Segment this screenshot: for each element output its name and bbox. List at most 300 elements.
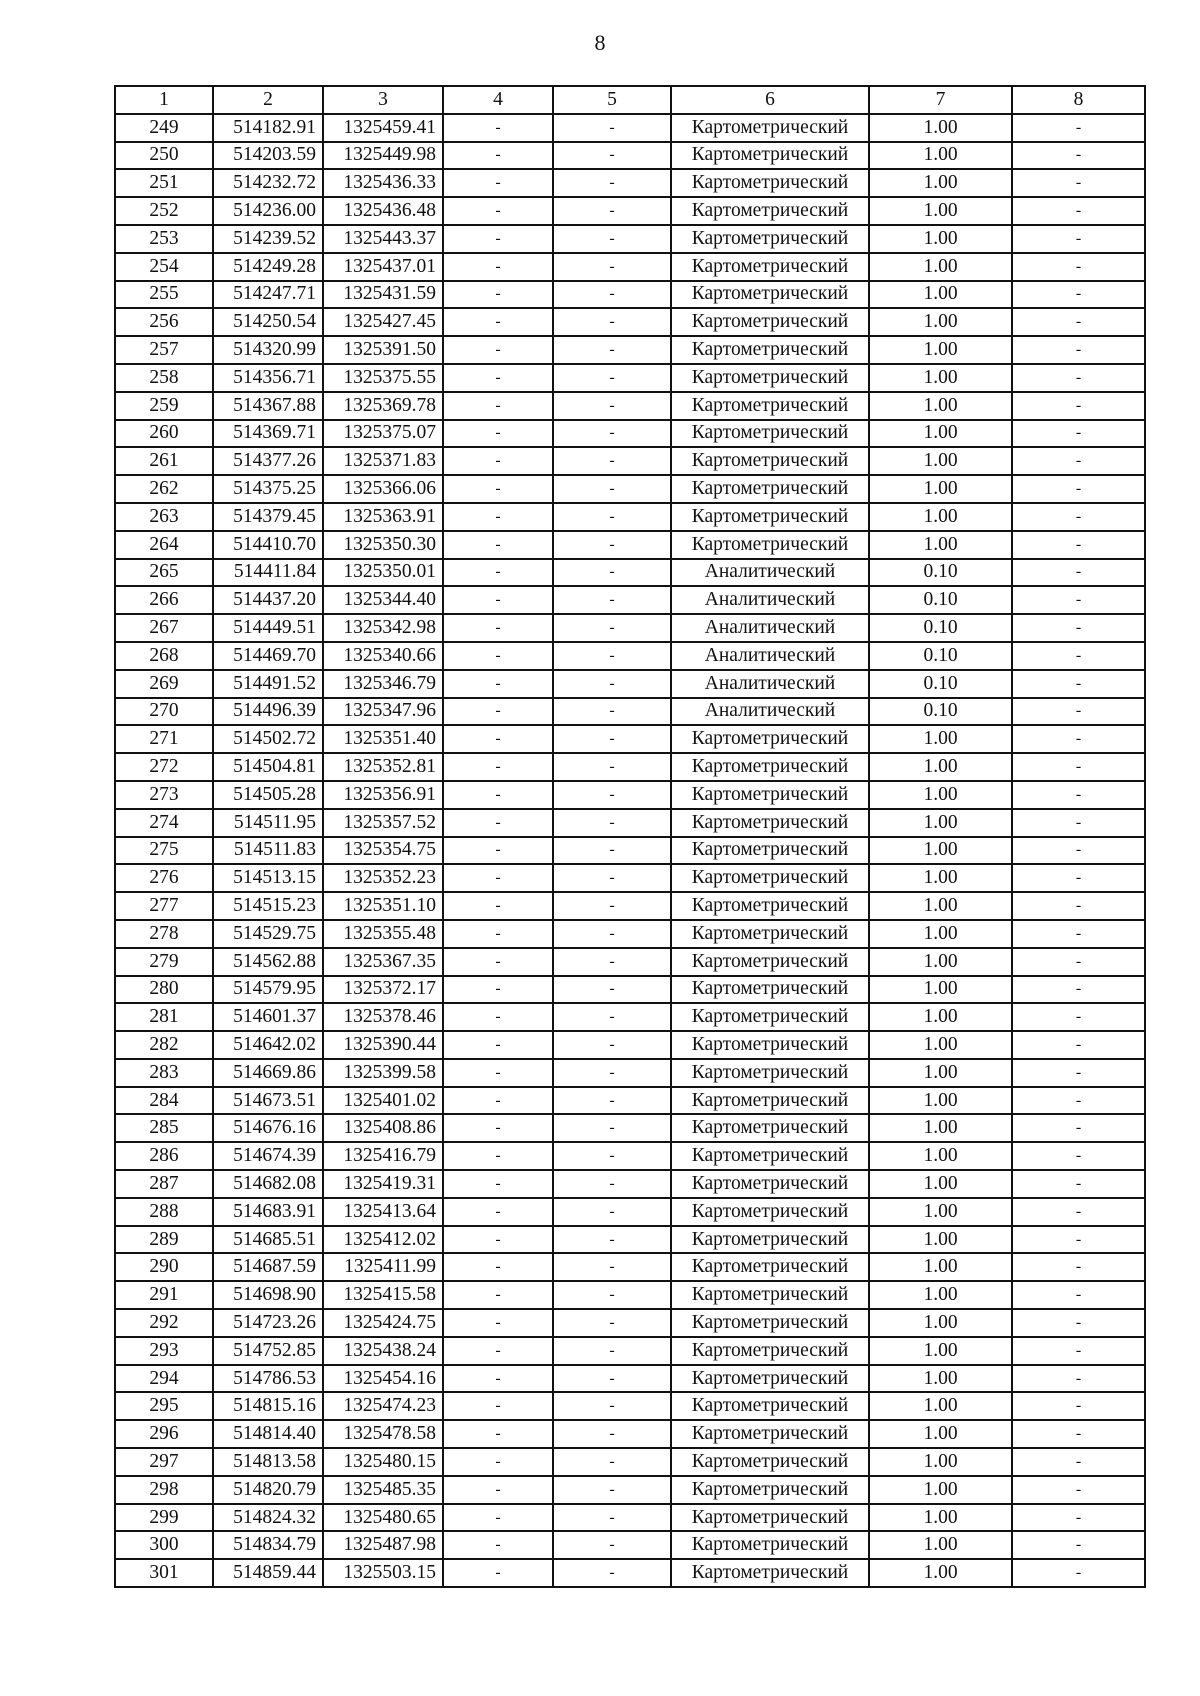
column-8-cell: - <box>1012 559 1145 587</box>
point-number-cell: 282 <box>115 1031 213 1059</box>
accuracy-cell: 1.00 <box>869 364 1012 392</box>
accuracy-cell: 1.00 <box>869 1420 1012 1448</box>
method-cell: Картометрический <box>671 475 869 503</box>
column-4-cell: - <box>443 698 553 726</box>
point-number-cell: 256 <box>115 308 213 336</box>
method-cell: Картометрический <box>671 781 869 809</box>
column-4-cell: - <box>443 1170 553 1198</box>
point-number-cell: 274 <box>115 809 213 837</box>
column-5-cell: - <box>553 142 671 170</box>
column-8-cell: - <box>1012 614 1145 642</box>
accuracy-cell: 1.00 <box>869 1031 1012 1059</box>
column-5-cell: - <box>553 1031 671 1059</box>
y-coordinate-cell: 1325408.86 <box>323 1114 443 1142</box>
accuracy-cell: 1.00 <box>869 1448 1012 1476</box>
table-row <box>115 1309 1145 1337</box>
column-8-cell: - <box>1012 1448 1145 1476</box>
point-number-cell: 283 <box>115 1059 213 1087</box>
y-coordinate-cell: 1325487.98 <box>323 1531 443 1559</box>
column-5-cell: - <box>553 1504 671 1532</box>
column-5-cell: - <box>553 1448 671 1476</box>
accuracy-cell: 1.00 <box>869 781 1012 809</box>
accuracy-cell: 1.00 <box>869 1392 1012 1420</box>
y-coordinate-cell: 1325480.15 <box>323 1448 443 1476</box>
point-number-cell: 270 <box>115 698 213 726</box>
method-cell: Картометрический <box>671 336 869 364</box>
column-8-cell: - <box>1012 837 1145 865</box>
method-cell: Аналитический <box>671 642 869 670</box>
column-8-cell: - <box>1012 670 1145 698</box>
column-4-cell: - <box>443 1253 553 1281</box>
column-5-cell: - <box>553 1198 671 1226</box>
accuracy-cell: 0.10 <box>869 670 1012 698</box>
column-header: 4 <box>443 86 553 114</box>
x-coordinate-cell: 514601.37 <box>213 1003 323 1031</box>
method-cell: Картометрический <box>671 864 869 892</box>
x-coordinate-cell: 514834.79 <box>213 1531 323 1559</box>
table-row <box>115 475 1145 503</box>
y-coordinate-cell: 1325355.48 <box>323 920 443 948</box>
column-5-cell: - <box>553 364 671 392</box>
point-number-cell: 262 <box>115 475 213 503</box>
x-coordinate-cell: 514236.00 <box>213 197 323 225</box>
method-cell: Картометрический <box>671 1392 869 1420</box>
y-coordinate-cell: 1325401.02 <box>323 1087 443 1115</box>
table-row <box>115 447 1145 475</box>
column-8-cell: - <box>1012 920 1145 948</box>
column-8-cell: - <box>1012 1559 1145 1587</box>
x-coordinate-cell: 514682.08 <box>213 1170 323 1198</box>
point-number-cell: 275 <box>115 837 213 865</box>
y-coordinate-cell: 1325413.64 <box>323 1198 443 1226</box>
method-cell: Картометрический <box>671 1531 869 1559</box>
column-5-cell: - <box>553 1420 671 1448</box>
x-coordinate-cell: 514369.71 <box>213 420 323 448</box>
table-row <box>115 559 1145 587</box>
column-8-cell: - <box>1012 392 1145 420</box>
column-4-cell: - <box>443 948 553 976</box>
column-4-cell: - <box>443 336 553 364</box>
x-coordinate-cell: 514562.88 <box>213 948 323 976</box>
column-8-cell: - <box>1012 420 1145 448</box>
accuracy-cell: 1.00 <box>869 1504 1012 1532</box>
point-number-cell: 273 <box>115 781 213 809</box>
method-cell: Картометрический <box>671 1281 869 1309</box>
accuracy-cell: 1.00 <box>869 169 1012 197</box>
y-coordinate-cell: 1325478.58 <box>323 1420 443 1448</box>
accuracy-cell: 1.00 <box>869 920 1012 948</box>
accuracy-cell: 1.00 <box>869 1253 1012 1281</box>
point-number-cell: 251 <box>115 169 213 197</box>
table-row <box>115 920 1145 948</box>
column-8-cell: - <box>1012 142 1145 170</box>
column-4-cell: - <box>443 1281 553 1309</box>
column-header: 2 <box>213 86 323 114</box>
point-number-cell: 264 <box>115 531 213 559</box>
column-5-cell: - <box>553 976 671 1004</box>
column-5-cell: - <box>553 281 671 309</box>
accuracy-cell: 1.00 <box>869 475 1012 503</box>
accuracy-cell: 1.00 <box>869 531 1012 559</box>
column-5-cell: - <box>553 559 671 587</box>
column-4-cell: - <box>443 642 553 670</box>
table-row <box>115 1281 1145 1309</box>
point-number-cell: 261 <box>115 447 213 475</box>
column-8-cell: - <box>1012 1031 1145 1059</box>
table-row <box>115 1337 1145 1365</box>
y-coordinate-cell: 1325485.35 <box>323 1476 443 1504</box>
column-5-cell: - <box>553 1087 671 1115</box>
column-8-cell: - <box>1012 642 1145 670</box>
column-4-cell: - <box>443 1365 553 1393</box>
point-number-cell: 290 <box>115 1253 213 1281</box>
y-coordinate-cell: 1325363.91 <box>323 503 443 531</box>
y-coordinate-cell: 1325436.33 <box>323 169 443 197</box>
column-4-cell: - <box>443 447 553 475</box>
x-coordinate-cell: 514814.40 <box>213 1420 323 1448</box>
column-5-cell: - <box>553 336 671 364</box>
table-row <box>115 614 1145 642</box>
column-4-cell: - <box>443 1309 553 1337</box>
method-cell: Картометрический <box>671 253 869 281</box>
column-8-cell: - <box>1012 1087 1145 1115</box>
table-row <box>115 1476 1145 1504</box>
point-number-cell: 288 <box>115 1198 213 1226</box>
x-coordinate-cell: 514356.71 <box>213 364 323 392</box>
x-coordinate-cell: 514247.71 <box>213 281 323 309</box>
y-coordinate-cell: 1325350.30 <box>323 531 443 559</box>
column-4-cell: - <box>443 364 553 392</box>
x-coordinate-cell: 514511.83 <box>213 837 323 865</box>
method-cell: Картометрический <box>671 1420 869 1448</box>
point-number-cell: 250 <box>115 142 213 170</box>
column-5-cell: - <box>553 1114 671 1142</box>
table-row <box>115 1448 1145 1476</box>
column-5-cell: - <box>553 1226 671 1254</box>
x-coordinate-cell: 514687.59 <box>213 1253 323 1281</box>
point-number-cell: 295 <box>115 1392 213 1420</box>
point-number-cell: 278 <box>115 920 213 948</box>
point-number-cell: 286 <box>115 1142 213 1170</box>
x-coordinate-cell: 514723.26 <box>213 1309 323 1337</box>
table-row <box>115 586 1145 614</box>
accuracy-cell: 1.00 <box>869 308 1012 336</box>
point-number-cell: 276 <box>115 864 213 892</box>
column-8-cell: - <box>1012 336 1145 364</box>
column-5-cell: - <box>553 1559 671 1587</box>
method-cell: Картометрический <box>671 1476 869 1504</box>
point-number-cell: 266 <box>115 586 213 614</box>
y-coordinate-cell: 1325372.17 <box>323 976 443 1004</box>
x-coordinate-cell: 514698.90 <box>213 1281 323 1309</box>
y-coordinate-cell: 1325344.40 <box>323 586 443 614</box>
column-header: 6 <box>671 86 869 114</box>
accuracy-cell: 1.00 <box>869 1114 1012 1142</box>
column-5-cell: - <box>553 114 671 142</box>
column-4-cell: - <box>443 475 553 503</box>
method-cell: Аналитический <box>671 614 869 642</box>
column-4-cell: - <box>443 1003 553 1031</box>
accuracy-cell: 1.00 <box>869 503 1012 531</box>
method-cell: Картометрический <box>671 503 869 531</box>
method-cell: Картометрический <box>671 753 869 781</box>
x-coordinate-cell: 514502.72 <box>213 725 323 753</box>
method-cell: Картометрический <box>671 225 869 253</box>
point-number-cell: 269 <box>115 670 213 698</box>
accuracy-cell: 1.00 <box>869 281 1012 309</box>
method-cell: Картометрический <box>671 169 869 197</box>
method-cell: Картометрический <box>671 1253 869 1281</box>
accuracy-cell: 1.00 <box>869 1003 1012 1031</box>
accuracy-cell: 1.00 <box>869 864 1012 892</box>
column-8-cell: - <box>1012 753 1145 781</box>
column-8-cell: - <box>1012 1170 1145 1198</box>
method-cell: Картометрический <box>671 976 869 1004</box>
column-8-cell: - <box>1012 308 1145 336</box>
x-coordinate-cell: 514469.70 <box>213 642 323 670</box>
column-8-cell: - <box>1012 809 1145 837</box>
column-4-cell: - <box>443 920 553 948</box>
table-row <box>115 420 1145 448</box>
column-8-cell: - <box>1012 531 1145 559</box>
column-5-cell: - <box>553 642 671 670</box>
table-row <box>115 753 1145 781</box>
table-row <box>115 1531 1145 1559</box>
method-cell: Картометрический <box>671 920 869 948</box>
column-5-cell: - <box>553 503 671 531</box>
column-8-cell: - <box>1012 1504 1145 1532</box>
column-8-cell: - <box>1012 1142 1145 1170</box>
table-row <box>115 1114 1145 1142</box>
y-coordinate-cell: 1325411.99 <box>323 1253 443 1281</box>
column-4-cell: - <box>443 308 553 336</box>
x-coordinate-cell: 514579.95 <box>213 976 323 1004</box>
x-coordinate-cell: 514320.99 <box>213 336 323 364</box>
x-coordinate-cell: 514505.28 <box>213 781 323 809</box>
y-coordinate-cell: 1325378.46 <box>323 1003 443 1031</box>
y-coordinate-cell: 1325371.83 <box>323 447 443 475</box>
table-row <box>115 1087 1145 1115</box>
column-header: 1 <box>115 86 213 114</box>
y-coordinate-cell: 1325454.16 <box>323 1365 443 1393</box>
y-coordinate-cell: 1325399.58 <box>323 1059 443 1087</box>
point-number-cell: 267 <box>115 614 213 642</box>
method-cell: Картометрический <box>671 1031 869 1059</box>
x-coordinate-cell: 514685.51 <box>213 1226 323 1254</box>
y-coordinate-cell: 1325427.45 <box>323 308 443 336</box>
table-row <box>115 1504 1145 1532</box>
accuracy-cell: 1.00 <box>869 948 1012 976</box>
method-cell: Картометрический <box>671 1559 869 1587</box>
table-row <box>115 1420 1145 1448</box>
column-5-cell: - <box>553 197 671 225</box>
column-header: 7 <box>869 86 1012 114</box>
table-row <box>115 781 1145 809</box>
method-cell: Картометрический <box>671 447 869 475</box>
method-cell: Картометрический <box>671 531 869 559</box>
column-8-cell: - <box>1012 864 1145 892</box>
column-4-cell: - <box>443 225 553 253</box>
point-number-cell: 301 <box>115 1559 213 1587</box>
point-number-cell: 296 <box>115 1420 213 1448</box>
column-8-cell: - <box>1012 781 1145 809</box>
column-4-cell: - <box>443 114 553 142</box>
column-5-cell: - <box>553 837 671 865</box>
column-8-cell: - <box>1012 1003 1145 1031</box>
table-row <box>115 892 1145 920</box>
column-4-cell: - <box>443 1476 553 1504</box>
table-row <box>115 725 1145 753</box>
accuracy-cell: 1.00 <box>869 114 1012 142</box>
x-coordinate-cell: 514239.52 <box>213 225 323 253</box>
column-5-cell: - <box>553 475 671 503</box>
column-4-cell: - <box>443 1504 553 1532</box>
method-cell: Картометрический <box>671 1226 869 1254</box>
column-5-cell: - <box>553 1309 671 1337</box>
y-coordinate-cell: 1325352.81 <box>323 753 443 781</box>
column-8-cell: - <box>1012 1198 1145 1226</box>
x-coordinate-cell: 514203.59 <box>213 142 323 170</box>
y-coordinate-cell: 1325351.10 <box>323 892 443 920</box>
column-5-cell: - <box>553 698 671 726</box>
column-8-cell: - <box>1012 1365 1145 1393</box>
table-row <box>115 1198 1145 1226</box>
column-8-cell: - <box>1012 1531 1145 1559</box>
column-8-cell: - <box>1012 114 1145 142</box>
y-coordinate-cell: 1325347.96 <box>323 698 443 726</box>
x-coordinate-cell: 514669.86 <box>213 1059 323 1087</box>
point-number-cell: 260 <box>115 420 213 448</box>
x-coordinate-cell: 514250.54 <box>213 308 323 336</box>
y-coordinate-cell: 1325356.91 <box>323 781 443 809</box>
x-coordinate-cell: 514410.70 <box>213 531 323 559</box>
column-4-cell: - <box>443 559 553 587</box>
x-coordinate-cell: 514411.84 <box>213 559 323 587</box>
method-cell: Картометрический <box>671 892 869 920</box>
point-number-cell: 258 <box>115 364 213 392</box>
table-row <box>115 364 1145 392</box>
table-row <box>115 392 1145 420</box>
column-4-cell: - <box>443 1448 553 1476</box>
table-row <box>115 531 1145 559</box>
accuracy-cell: 1.00 <box>869 1281 1012 1309</box>
y-coordinate-cell: 1325459.41 <box>323 114 443 142</box>
y-coordinate-cell: 1325424.75 <box>323 1309 443 1337</box>
column-8-cell: - <box>1012 475 1145 503</box>
table-row <box>115 1142 1145 1170</box>
column-8-cell: - <box>1012 1392 1145 1420</box>
column-8-cell: - <box>1012 1337 1145 1365</box>
y-coordinate-cell: 1325503.15 <box>323 1559 443 1587</box>
method-cell: Картометрический <box>671 809 869 837</box>
column-4-cell: - <box>443 142 553 170</box>
accuracy-cell: 1.00 <box>869 1531 1012 1559</box>
table-row <box>115 642 1145 670</box>
column-5-cell: - <box>553 1281 671 1309</box>
y-coordinate-cell: 1325431.59 <box>323 281 443 309</box>
point-number-cell: 257 <box>115 336 213 364</box>
column-8-cell: - <box>1012 1114 1145 1142</box>
point-number-cell: 253 <box>115 225 213 253</box>
table-row <box>115 1226 1145 1254</box>
x-coordinate-cell: 514824.32 <box>213 1504 323 1532</box>
method-cell: Картометрический <box>671 1309 869 1337</box>
column-4-cell: - <box>443 837 553 865</box>
column-5-cell: - <box>553 586 671 614</box>
column-8-cell: - <box>1012 586 1145 614</box>
y-coordinate-cell: 1325390.44 <box>323 1031 443 1059</box>
column-4-cell: - <box>443 586 553 614</box>
accuracy-cell: 1.00 <box>869 336 1012 364</box>
table-row <box>115 1059 1145 1087</box>
table-row <box>115 197 1145 225</box>
table-row <box>115 1003 1145 1031</box>
table-row <box>115 308 1145 336</box>
point-number-cell: 268 <box>115 642 213 670</box>
column-5-cell: - <box>553 169 671 197</box>
accuracy-cell: 1.00 <box>869 1337 1012 1365</box>
x-coordinate-cell: 514437.20 <box>213 586 323 614</box>
column-4-cell: - <box>443 169 553 197</box>
point-number-cell: 289 <box>115 1226 213 1254</box>
column-5-cell: - <box>553 308 671 336</box>
column-8-cell: - <box>1012 364 1145 392</box>
column-4-cell: - <box>443 1087 553 1115</box>
column-4-cell: - <box>443 197 553 225</box>
y-coordinate-cell: 1325357.52 <box>323 809 443 837</box>
method-cell: Аналитический <box>671 670 869 698</box>
method-cell: Картометрический <box>671 308 869 336</box>
table-row <box>115 142 1145 170</box>
x-coordinate-cell: 514673.51 <box>213 1087 323 1115</box>
x-coordinate-cell: 514815.16 <box>213 1392 323 1420</box>
column-5-cell: - <box>553 1142 671 1170</box>
column-5-cell: - <box>553 948 671 976</box>
x-coordinate-cell: 514377.26 <box>213 447 323 475</box>
point-number-cell: 259 <box>115 392 213 420</box>
table-row <box>115 253 1145 281</box>
method-cell: Картометрический <box>671 1448 869 1476</box>
column-5-cell: - <box>553 725 671 753</box>
y-coordinate-cell: 1325416.79 <box>323 1142 443 1170</box>
point-number-cell: 300 <box>115 1531 213 1559</box>
accuracy-cell: 1.00 <box>869 142 1012 170</box>
table-body <box>115 114 1145 1587</box>
method-cell: Картометрический <box>671 197 869 225</box>
column-header: 5 <box>553 86 671 114</box>
column-4-cell: - <box>443 281 553 309</box>
column-5-cell: - <box>553 1170 671 1198</box>
column-8-cell: - <box>1012 1476 1145 1504</box>
column-4-cell: - <box>443 781 553 809</box>
table-row <box>115 976 1145 1004</box>
point-number-cell: 299 <box>115 1504 213 1532</box>
column-4-cell: - <box>443 864 553 892</box>
method-cell: Картометрический <box>671 1003 869 1031</box>
y-coordinate-cell: 1325436.48 <box>323 197 443 225</box>
accuracy-cell: 0.10 <box>869 586 1012 614</box>
column-5-cell: - <box>553 392 671 420</box>
column-4-cell: - <box>443 1031 553 1059</box>
point-number-cell: 271 <box>115 725 213 753</box>
x-coordinate-cell: 514513.15 <box>213 864 323 892</box>
column-header: 3 <box>323 86 443 114</box>
column-5-cell: - <box>553 781 671 809</box>
point-number-cell: 284 <box>115 1087 213 1115</box>
x-coordinate-cell: 514367.88 <box>213 392 323 420</box>
y-coordinate-cell: 1325437.01 <box>323 253 443 281</box>
column-5-cell: - <box>553 920 671 948</box>
